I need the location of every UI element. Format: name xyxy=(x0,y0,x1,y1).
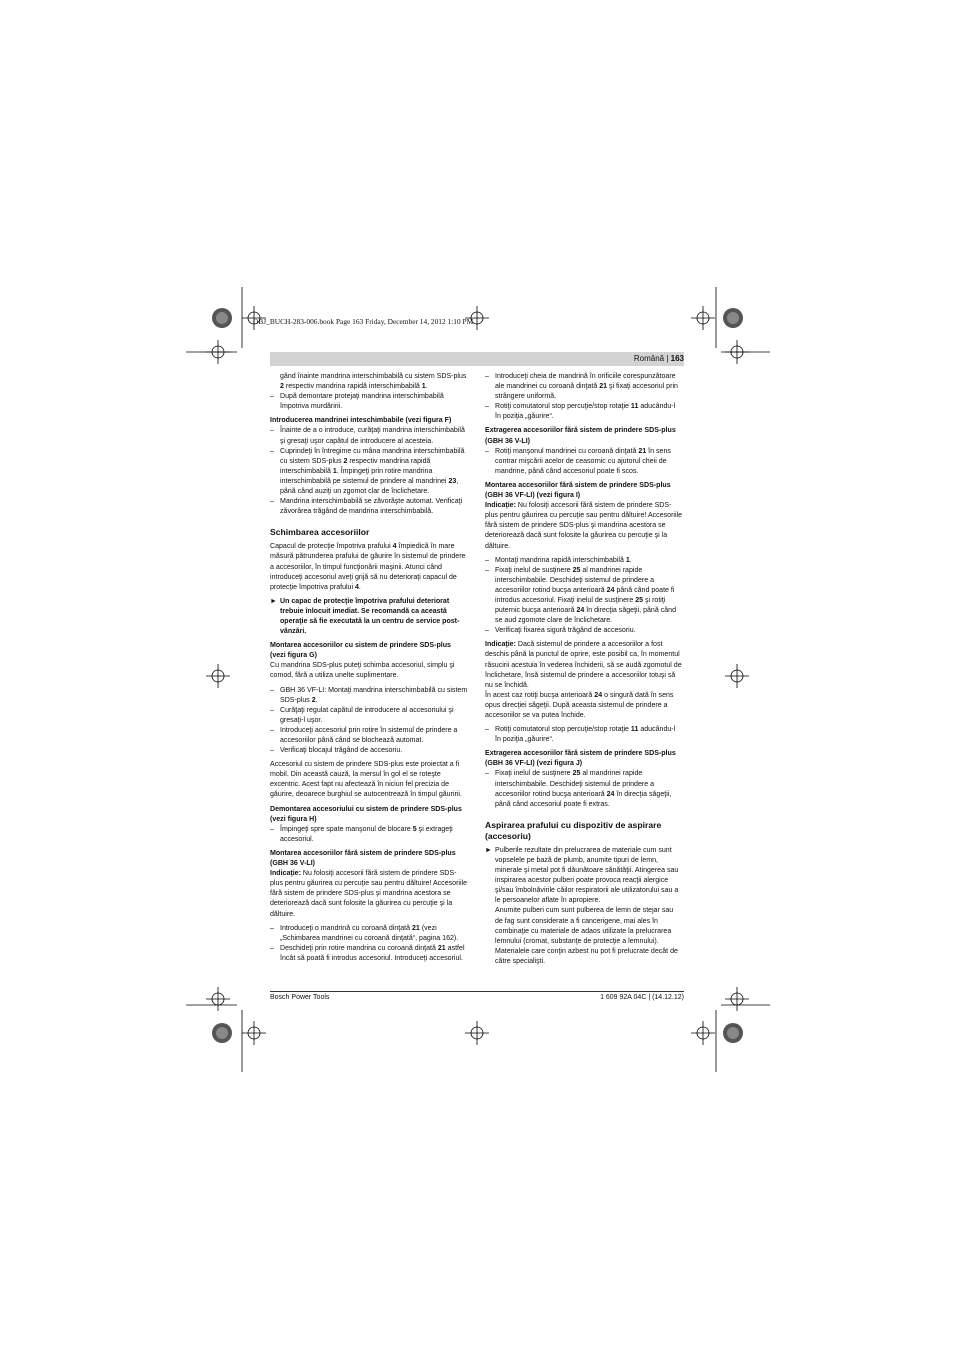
list-item: – Introduceţi cheia de mandrină în orificiile corespunzătoare ale mandrinei cu coroană dinţată 21 şi fixaţi accesoriul prin strângere uniformă. xyxy=(485,373,678,401)
footer-brand: Bosch Power Tools xyxy=(270,994,330,1001)
list-item: – Împingeţi spre spate manşonul de blocare 5 şi extrageţi accesoriul. xyxy=(270,825,453,843)
list-item: – Mandrina interschimbabilă se zăvorăşte automat. Verificaţi zăvorârea trăgând de mandrina interschimbabilă. xyxy=(270,498,463,516)
header-language: Română xyxy=(633,354,665,363)
section-title: Extragerea accesoriilor fără sistem de prindere SDS-plus (GBH 36 VF-LI) (vezi figura J) xyxy=(485,750,676,768)
list-item: – Fixaţi inelul de susţinere 25 al mandrinei rapide interschimbabile. Deschideţi sistemul de prindere a accesoriilor rotind bucşa anterioară 24 în direcţia săgeţii, până când accesoriul poate fi extras. xyxy=(485,770,672,808)
list-item: – Curăţaţi regulat capătul de introducere al accesoriului şi gresaţi-l uşor. xyxy=(270,706,454,724)
list-item: – Deschideţi prin rotire mandrina cu coroană dinţată 21 astfel încât să poată fi introdus accesoriul. Introduceţi accesoriul. xyxy=(270,944,465,962)
paragraph: Cu mandrina SDS-plus puteţi schimba accesoriul, simplu şi comod, fără a utiliza unelte suplimentare. xyxy=(270,662,455,680)
section-title: Montarea accesoriilor cu sistem de prindere SDS-plus (vezi figura G) xyxy=(270,642,451,660)
list-item: – GBH 36 VF-LI: Montaţi mandrina interschimbabilă cu sistem SDS-plus 2. xyxy=(270,686,468,704)
footer-divider xyxy=(270,991,684,992)
paragraph: În acest caz rotiţi bucşa anterioară 24 o singură dată în sens opus direcţiei săgeţii. După aceasta sistemul de prindere a accesoriilor se va putea închide. xyxy=(485,691,674,719)
header-bar xyxy=(270,352,684,366)
list-item: – Introduceţi accesoriul prin rotire în sistemul de prindere a accesoriilor până când se blochează automat. xyxy=(270,726,458,744)
section-title: Montarea accesoriilor fără sistem de prindere SDS-plus (GBH 36 VF-LI) (vezi figura I) xyxy=(485,481,671,500)
note-paragraph: Indicaţie: Nu folosiţi accesorii fără sistem de prindere SDS-plus pentru găurirea cu percuţie sau pentru dăltuire! Accesoriile fără sistem de prindere SDS-plus şi mandrina acestora se deteriorează dacă sunt folosite la găurirea cu percuţie şi la dăltuire. xyxy=(485,502,683,550)
list-item: – Cuprindeţi în întregime cu mâna mandrina interschimbabilă cu sistem SDS-plus 2 respectiv mandrina rapidă interschimbabilă 1. Împingeţi prin rotire mandrina interschimbabilă pe sistemul de prindere al mandrinei 23, până când auziţi un zgomot clar de înclichetare. xyxy=(270,447,465,496)
page-number: 163 xyxy=(670,354,684,363)
list-item: – Rotiţi manşonul mandrinei cu coroană dinţată 21 în sens contrar mişcării acelor de ceasornic cu ajutorul cheii de mandrine, până când accesoriul poate fi scos. xyxy=(485,447,671,475)
note-paragraph: Indicaţie: Nu folosiţi accesorii fără sistem de prindere SDS-plus pentru găurirea cu percuţie sau pentru dăltuire! Accesoriile fără sistem de prindere SDS-plus şi mandrina acestora se deteriorează dacă sunt folosite la găurirea cu percuţie şi la dăltuire. xyxy=(270,870,468,918)
paragraph: Capacul de protecţie împotriva prafului 4 împiedică în mare măsură pătrunderea prafului de găurire în sistemul de prindere a accesoriilor, în timpul funcţionării maşinii. Atunci când introduceţi accesoriul aveţi grijă să nu deterioraţi capacul de protecţie împotriva prafului 4. xyxy=(270,543,466,591)
section-heading: Aspirarea prafului cu dispozitiv de aspirare (accesoriu) xyxy=(485,819,662,841)
list-item: – Verificaţi blocajul trăgând de accesoriu. xyxy=(270,747,403,755)
list-item: – Rotiţi comutatorul stop percuţie/stop rotaţie 11 aducându-l în poziţia „găurire“. xyxy=(485,726,676,744)
section-title: Montarea accesoriilor fără sistem de prindere SDS-plus (GBH 36 V-LI) xyxy=(270,849,456,868)
intro-continued: gând înainte mandrina interschimbabilă cu sistem SDS-plus 2 respectiv mandrina rapidă interschimbabilă 1. xyxy=(280,373,467,391)
list-item: – Montaţi mandrina rapidă interschimbabilă 1. xyxy=(485,556,632,564)
column-right xyxy=(485,372,683,967)
book-slug: OBJ_BUCH-283-006.book Page 163 Friday, December 14, 2012 1:10 PM xyxy=(253,317,474,326)
footer-docnumber: 1 609 92A 04C | (14.12.12) xyxy=(600,994,684,1001)
list-item: – Verificaţi fixarea sigură trăgând de accesoriu. xyxy=(485,627,636,635)
section-title: Introducerea mandrinei inteschimbabile (vezi figura F) xyxy=(270,417,452,425)
list-item: – Fixaţi inelul de susţinere 25 al mandrinei rapide interschimbabile. Deschideţi sistemul de prindere a accesoriilor rotind bucşa anterioară 24 până când poate fi introdus accesoriul. Fixaţi inelul de susţinere 25 şi rotiţi puternic bucşa anterioară 24 în direcţia săgeţii, până când se aud zgomote clare de înclichetare. xyxy=(485,566,676,625)
list-item: – Introduceţi o mandrină cu coroană dinţată 21 (vezi „Schimbarea mandrinei cu coroană dinţată“, pagina 162). xyxy=(270,924,459,942)
page-header: Română | 163 xyxy=(633,354,684,363)
section-title: Extragerea accesoriilor fără sistem de prindere SDS-plus (GBH 36 V-LI) xyxy=(485,427,676,445)
list-item: – Rotiţi comutatorul stop percuţie/stop rotaţie 11 aducându-l în poziţia „găurire“. xyxy=(485,403,676,421)
paragraph: Accesoriul cu sistem de prindere SDS-plus este proiectat a fi mobil. Din această cauză, la mersul în gol el se roteşte excentric. Acest fapt nu afectează în niciun fel precizia de găurire, deoarece burghiul se autocentrează în timpul găuririi. xyxy=(270,761,462,799)
section-heading: Schimbarea accesoriilor xyxy=(270,527,370,538)
warning-item: ► Pulberile rezultate din prelucrarea de materiale cum sunt vopselele pe bază de plumb, anumite tipuri de lemn, minerale şi metal pot fi dăunătoare sănătăţii. Atingerea sau inspirarea acestor pulberi poate provoca reacţii alergice şi/sau îmbolnăvirile căilor respiratorii ale utilizatorului sau a le persoanelor aflate în apropiere. Anumite pulberi cum sunt pulberea de lemn de stejar sau de fag sunt considerate a fi cancerigene, mai ales în combinaţie cu materiale de adaos utilizate la prelucrarea lemnului (cromat, substanţe de protecţie a lemnului). Materialele care conţin azbest nu pot fi prelucrate decât de către specialişti. xyxy=(485,846,679,965)
column-left xyxy=(270,372,468,964)
note-paragraph: Indicaţie: Dacă sistemul de prindere a accesoriilor a fost deschis până la punctul de oprire, este posibil ca, în momentul răsucirii acestuia în vederea închiderii, să se audă zgomotul de înclichetare, însă sistemul de prindere a accesoriilor totuşi să nu se închidă. xyxy=(485,641,682,689)
list-item: – Înainte de a o introduce, curăţaţi mandrina interschimbabilă şi gresaţi uşor capătul de introducere al acesteia. xyxy=(270,427,465,445)
section-title: Demontarea accesoriului cu sistem de prindere SDS-plus (vezi figura H) xyxy=(270,805,462,823)
list-item: – După demontare protejaţi mandrina interschimbabilă împotriva murdăririi. xyxy=(270,393,444,411)
warning-item: ► Un capac de protecţie împotriva prafului deteriorat trebuie înlocuit imediat. Se recomandă ca această operaţie să fie executată la un centru de service post-vânzări. xyxy=(270,597,460,636)
